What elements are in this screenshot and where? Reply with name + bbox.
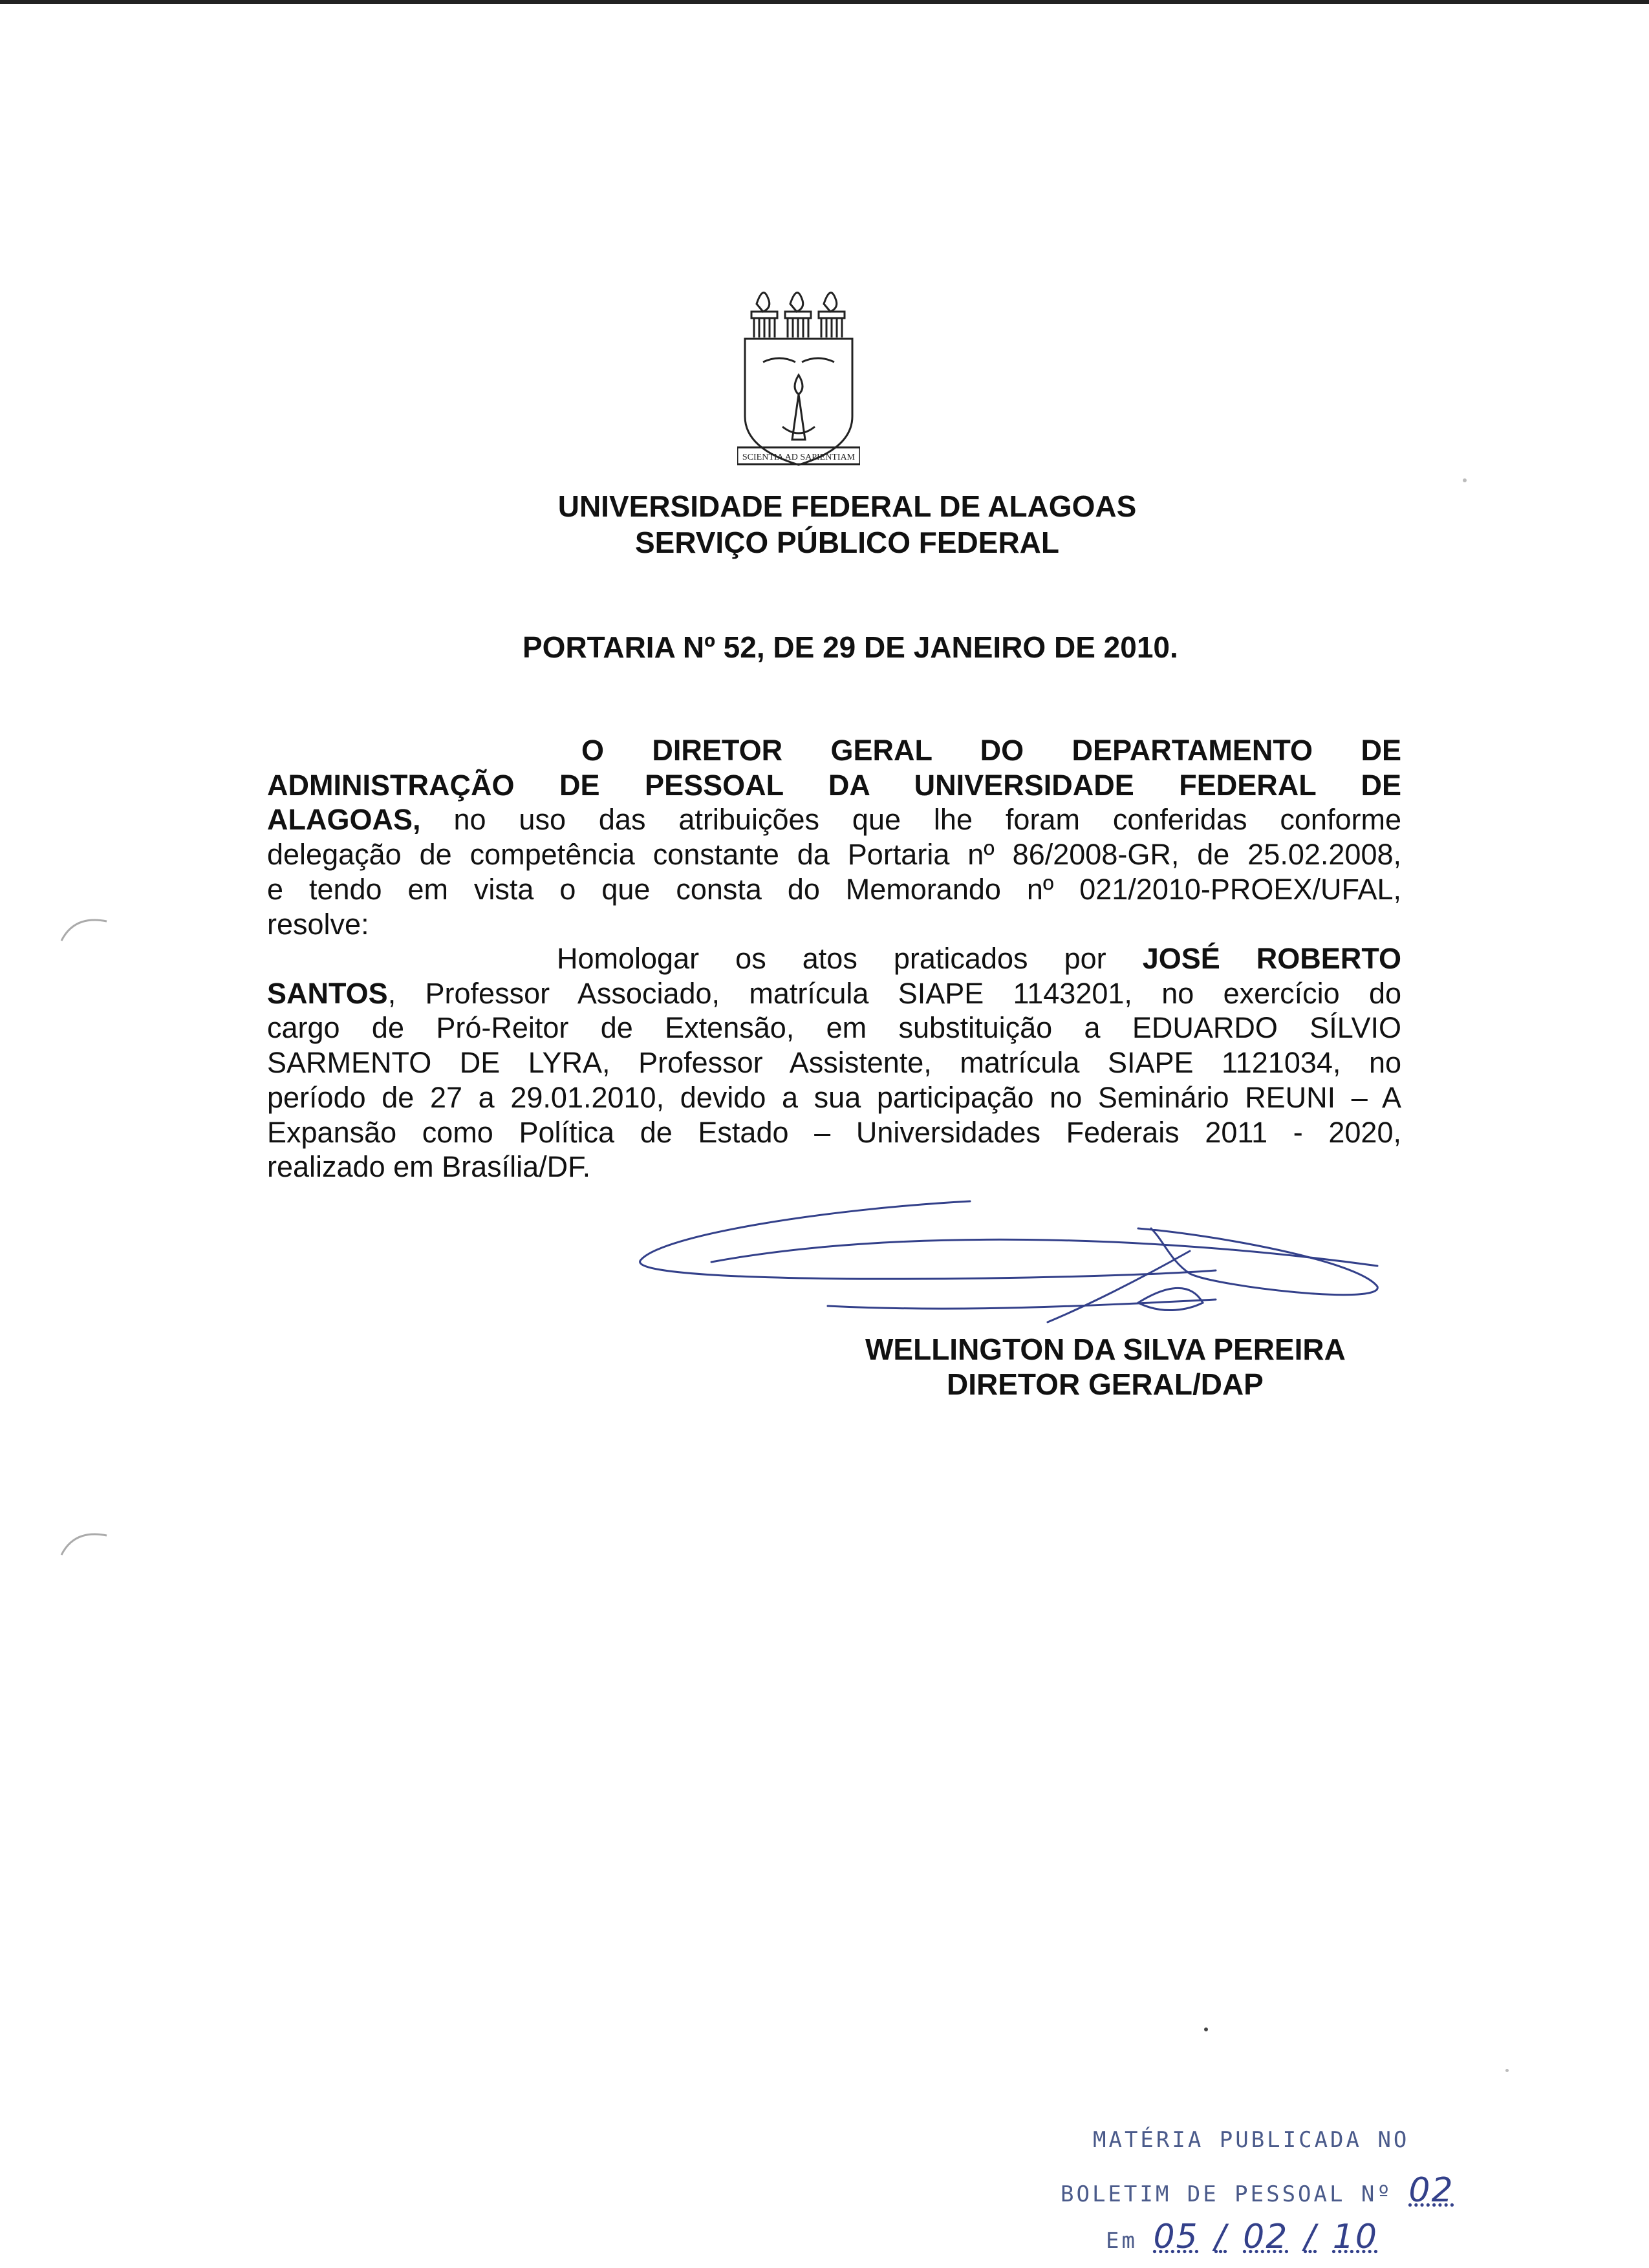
preamble-line-text: no uso das atribuições que lhe foram conferidas conforme — [453, 803, 1401, 837]
stamp-line-date — [1106, 2218, 1378, 2256]
resolution-line-text: Homologar os atos praticados por — [557, 942, 1106, 975]
service-name: SERVIÇO PÚBLICO FEDERAL — [635, 526, 1059, 559]
date-separator: / — [1214, 2218, 1227, 2256]
preamble-line: ADMINISTRAÇÃO DE PESSOAL DA UNIVERSIDADE FEDERAL DE — [267, 768, 1401, 802]
preamble-line — [267, 802, 1401, 837]
document-title: PORTARIA Nº 52, DE 29 DE JANEIRO DE 2010. — [523, 630, 1178, 664]
crest-motto: SCIENTIA AD SAPIENTIAM — [742, 453, 856, 462]
date-month: 02 — [1243, 2218, 1289, 2256]
signer-name: WELLINGTON DA SILVA PEREIRA — [865, 1332, 1346, 1366]
person-name-first: JOSÉ ROBERTO — [1142, 942, 1401, 975]
handwritten-signature — [634, 1190, 1390, 1338]
date-day: 05 — [1153, 2218, 1199, 2256]
stamp-date-label: Em — [1106, 2228, 1137, 2254]
resolution-line: realizado em Brasília/DF. — [267, 1150, 591, 1184]
university-name: UNIVERSIDADE FEDERAL DE ALAGOAS — [557, 489, 1137, 523]
page-top-edge — [0, 0, 1649, 4]
scan-speck — [1463, 478, 1467, 482]
resolution-line: cargo de Pró-Reitor de Extensão, em substituição a EDUARDO SÍLVIO — [267, 1011, 1401, 1045]
resolution-paragraph — [267, 941, 1401, 1184]
preamble-paragraph — [267, 733, 1401, 941]
preamble-line: delegação de competência constante da Portaria nº 86/2008-GR, de 25.02.2008, — [267, 838, 1401, 872]
bulletin-number: 02 — [1408, 2171, 1454, 2210]
university-crest — [737, 278, 860, 478]
date-separator: / — [1304, 2218, 1317, 2256]
signer-role: DIRETOR GERAL/DAP — [947, 1367, 1264, 1401]
alagoas-word: ALAGOAS, — [267, 803, 421, 837]
date-year: 10 — [1332, 2218, 1378, 2256]
resolution-line — [267, 941, 1401, 976]
stamp-bulletin-label: BOLETIM DE PESSOAL Nº — [1061, 2181, 1393, 2207]
preamble-line: O DIRETOR GERAL DO DEPARTAMENTO DE — [581, 734, 1401, 767]
scan-speck — [1204, 2027, 1208, 2031]
stamp-line-published: MATÉRIA PUBLICADA NO — [1093, 2127, 1410, 2153]
resolution-line: Expansão como Política de Estado – Universidades Federais 2011 - 2020, — [267, 1115, 1401, 1149]
preamble-line: resolve: — [267, 907, 369, 941]
stamp-line-bulletin — [1061, 2171, 1454, 2210]
resolution-line: período de 27 a 29.01.2010, devido a sua participação no Seminário REUNI – A — [267, 1080, 1401, 1114]
hole-punch-mark — [58, 905, 110, 944]
resolution-line-text: , Professor Associado, matrícula SIAPE 1143201, no exercício do — [387, 976, 1401, 1010]
person-name-last: SANTOS — [267, 976, 388, 1010]
preamble-line: e tendo em vista o que consta do Memorando nº 021/2010-PROEX/UFAL, — [267, 872, 1401, 906]
resolution-line — [267, 976, 1401, 1011]
hole-punch-mark — [58, 1519, 110, 1558]
scan-speck — [1505, 2069, 1509, 2072]
resolution-line: SARMENTO DE LYRA, Professor Assistente, matrícula SIAPE 1121034, no — [267, 1046, 1401, 1080]
publication-stamp — [1054, 2127, 1494, 2256]
